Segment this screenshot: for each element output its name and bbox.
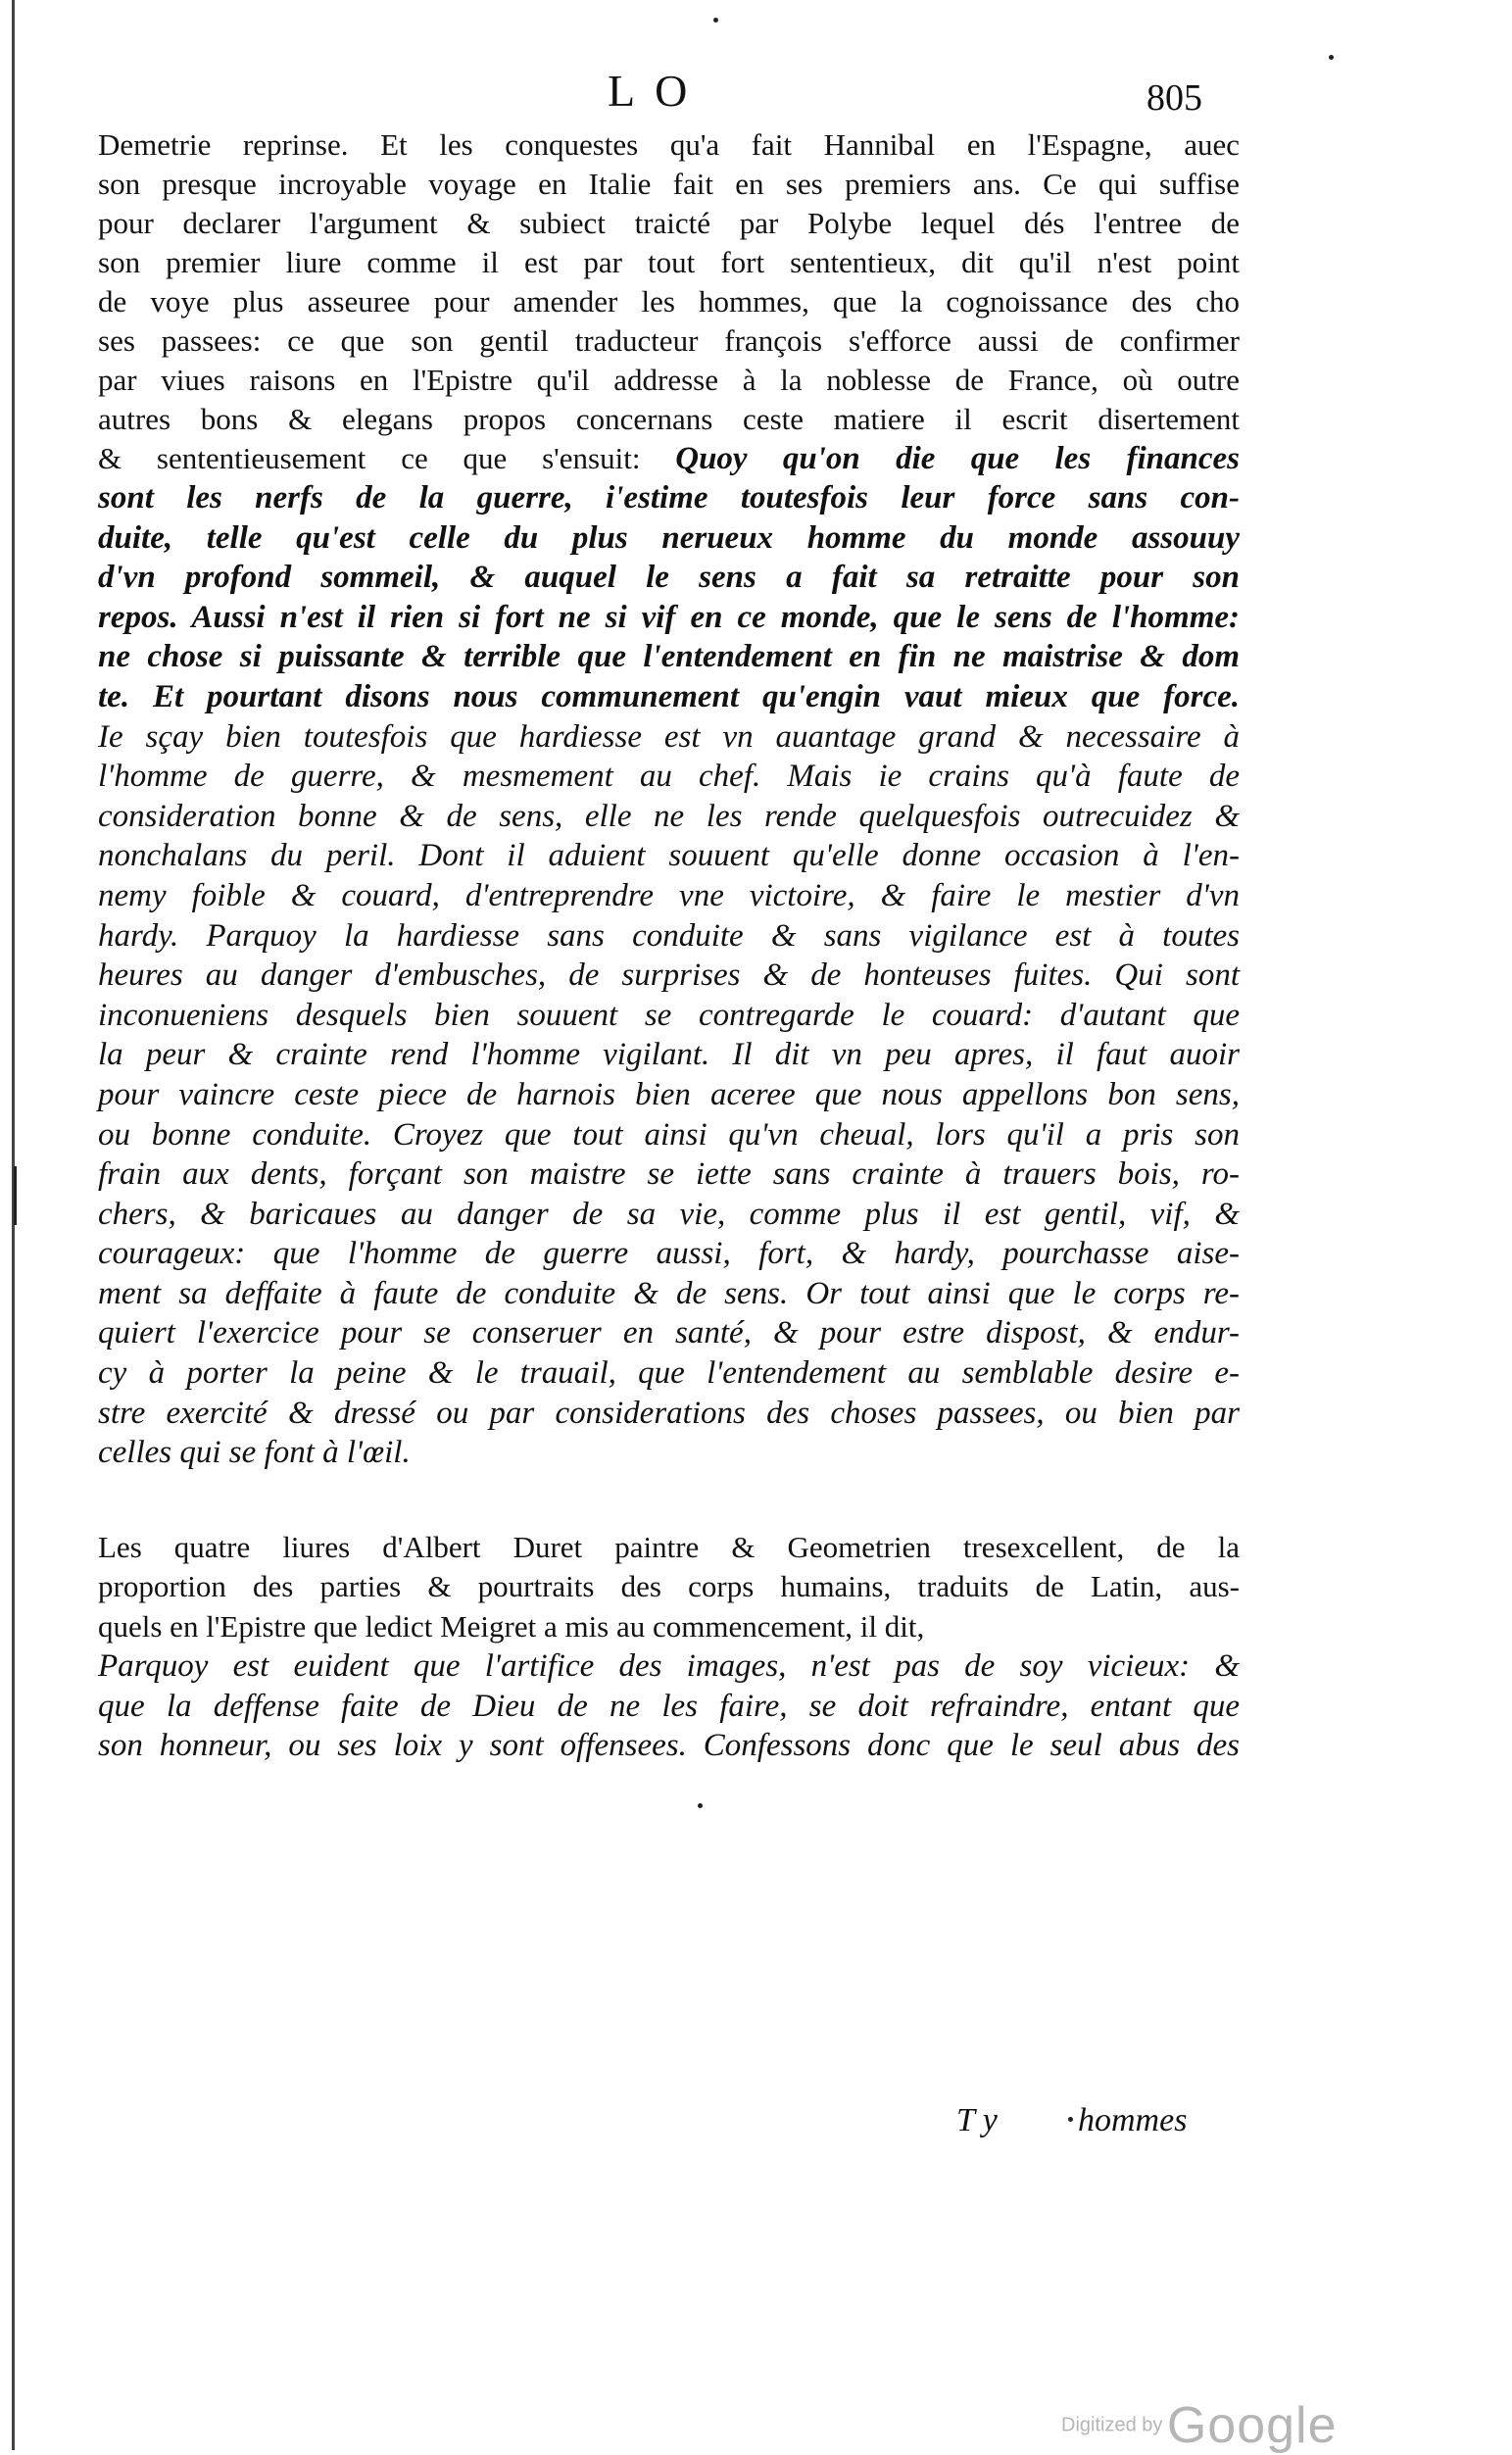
page-number: 805 [1146,77,1202,119]
quote-line: que la deffense faite de Dieu de ne les faire, se doit refraindre, entant que [98,1688,1240,1724]
quote-line: duite, telle qu'est celle du plus nerueux homme du monde assouuy [98,519,1240,556]
text-line: Demetrie reprinse. Et les conquestes qu'a fait Hannibal en l'Espagne, auec [98,127,1240,162]
quote-line: quiert l'exercice pour se conseruer en santé, & pour estre dispost, & endur- [98,1315,1240,1351]
quote-line: ment sa deffaite à faute de conduite & de sens. Or tout ainsi que le corps re- [98,1275,1240,1311]
quote-line: celles qui se font à l'œil. [98,1435,411,1471]
quote-line: sont les nerfs de la guerre, i'estime toutesfois leur force sans con- [98,480,1240,516]
quotation-block [98,478,1240,1473]
text-line: autres bons & elegans propos concernans ceste matiere il escrit disertement [98,402,1240,436]
quote-line: inconueniens desquels bien souuent se contregarde le couard: d'autant que [98,997,1240,1033]
quote-line: ne chose si puissante & terrible que l'entendement en fin ne maistrise & dom [98,639,1240,675]
quote-line: pour vaincre ceste piece de harnois bien aceree que nous appellons bon sens, [98,1076,1240,1112]
quote-line: Ie sçay bien toutesfois que hardiesse est vn auantage grand & necessaire à [98,718,1240,755]
ink-speck [713,18,718,23]
text-line: proportion des parties & pourtraits des corps humains, traduits de Latin, aus- [98,1569,1240,1604]
quote-line: la peur & crainte rend l'homme vigilant. Il dit vn peu apres, il faut auoir [98,1037,1240,1073]
page-edge-shadow [12,0,15,2450]
quote-line: nemy foible & couard, d'entreprendre vne victoire, & faire le mestier d'vn [98,877,1240,913]
text-line [98,439,1240,478]
text-line: quels en l'Epistre que ledict Meigret a mis au commencement, il dit, [98,1608,925,1644]
watermark-prefix: Digitized by [1061,2414,1163,2436]
ink-speck [1068,2117,1073,2122]
margin-mark [14,1166,17,1225]
running-title: LO [608,66,707,116]
text-line: son premier liure comme il est par tout fort sententieux, dit qu'il n'est point [98,245,1240,279]
text-line: pour declarer l'argument & subiect traicté par Polybe lequel dés l'entree de [98,206,1240,240]
quote-line: cy à porter la peine & le trauail, que l'entendement au semblable desire e- [98,1355,1240,1392]
text-line: Les quatre liures d'Albert Duret paintre & Geometrien tresexcellent, de la [98,1529,1240,1564]
quote-line: d'vn profond sommeil, & auquel le sens a fait sa retraitte pour son [98,560,1240,596]
main-text [98,125,1240,1766]
ink-speck [698,1803,703,1808]
quote-line: hardy. Parquoy la hardiesse sans conduite & sans vigilance est à toutes [98,917,1240,954]
catchword: hommes [1078,2102,1188,2138]
quote-line: stre exercité & dressé ou par considerations des choses passees, ou bien par [98,1395,1240,1431]
ink-speck [1329,55,1334,60]
text-line: de voye plus asseuree pour amender les hommes, que la cognoissance des cho [98,284,1240,319]
signature-mark: T y [956,2102,998,2138]
quote-line: Parquoy est euident que l'artifice des images, n'est pas de soy vicieux: & [98,1648,1240,1685]
quote-line: repos. Aussi n'est il rien si fort ne si vif en ce monde, que le sens de l'homme: [98,599,1240,635]
paragraph-gap [98,1473,1240,1528]
quote-line: frain aux dents, forçant son maistre se iette sans crainte à trauers bois, ro- [98,1156,1240,1193]
paragraph-2 [98,1528,1240,1766]
text-line: par viues raisons en l'Epistre qu'il addresse à la noblesse de France, où outre [98,363,1240,397]
quote-line: consideration bonne & de sens, elle ne les rende quelquesfois outrecuidez & [98,798,1240,834]
quote-line: l'homme de guerre, & mesmement au chef. Mais ie crains qu'à faute de [98,759,1240,795]
quote-line: courageux: que l'homme de guerre aussi, fort, & hardy, pourchasse aise- [98,1236,1240,1272]
text-line: ses passees: ce que son gentil traducteur françois s'efforce aussi de confirmer [98,323,1240,358]
quote-line: heures au danger d'embusches, de surprises & de honteuses fuites. Qui sont [98,957,1240,994]
digitization-watermark [1061,2396,1338,2455]
quote-line: son honneur, ou ses loix y sont offensees. Confessons donc que le seul abus des [98,1728,1240,1764]
quote-line: nonchalans du peril. Dont il aduient souuent qu'elle donne occasion à l'en- [98,838,1240,874]
quote-line: ou bonne conduite. Croyez que tout ainsi qu'vn cheual, lors qu'il a pris son [98,1116,1240,1153]
quote-line: te. Et pourtant disons nous communement qu'engin vaut mieux que force. [98,678,1240,714]
google-logo: Google [1166,2397,1338,2454]
text-line-start: & sententieusement ce que s'ensuit: [98,441,641,475]
paragraph-1 [98,125,1240,478]
quote-lead: Quoy qu'on die que les finances [675,441,1240,476]
text-line: son presque incroyable voyage en Italie fait en ses premiers ans. Ce qui suffise [98,167,1240,201]
quote-line: chers, & baricaues au danger de sa vie, comme plus il est gentil, vif, & [98,1196,1240,1232]
